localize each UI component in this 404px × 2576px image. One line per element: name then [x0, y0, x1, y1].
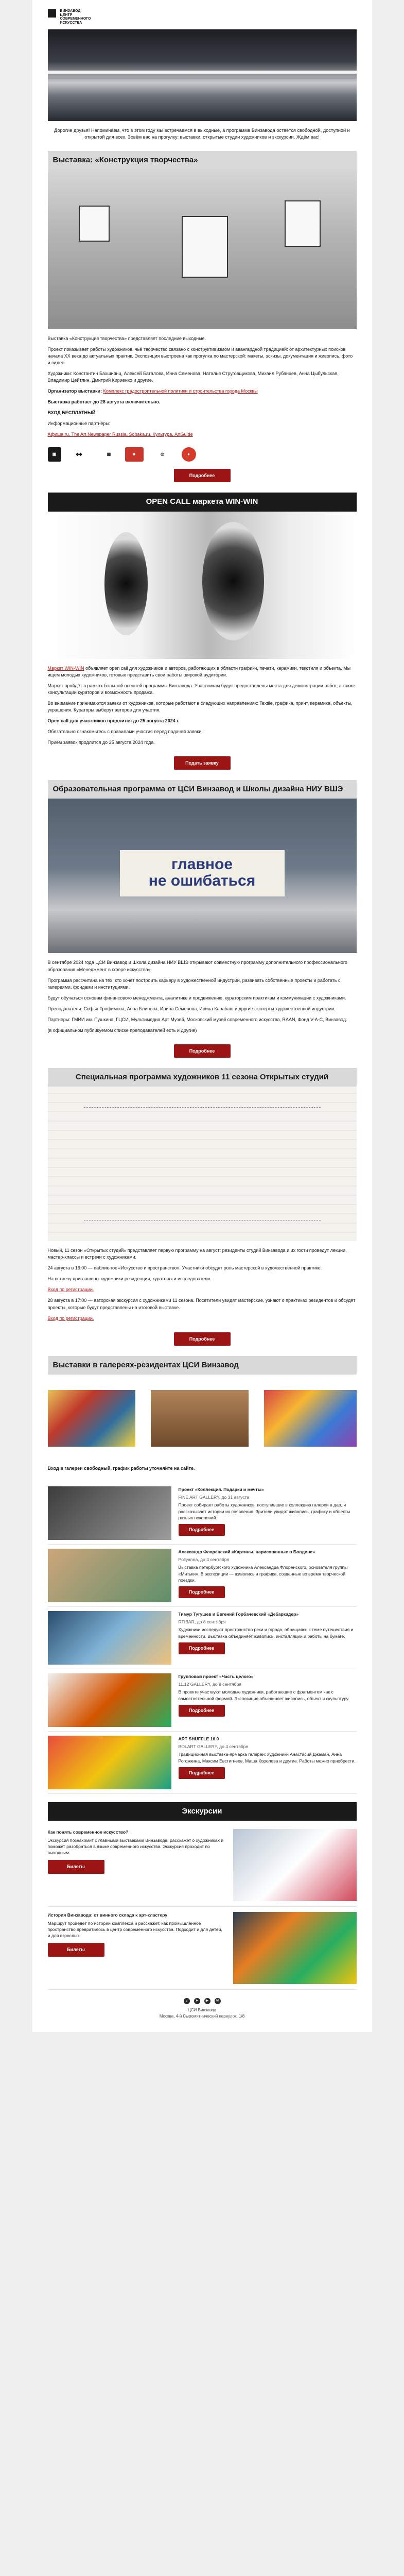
item-meta: RTIBAR, до 8 сентября [178, 1619, 226, 1625]
gallery-more-button[interactable]: Подробнее [179, 1705, 225, 1717]
sponsor-logo-icon: ◎ [161, 451, 164, 456]
intro-text: Дорогие друзья! Напоминаем, что в этом году мы встречаемся в выходные, а программа Винзавода остаётся свободной, доступной и открытой для всех. Зовём вас на прогулку: выставки, открытые студии художников и экскурсии. Ждём вас! [54, 127, 350, 140]
org-line [48, 388, 357, 395]
list-item [48, 1482, 357, 1545]
sponsor-logos [32, 445, 372, 466]
footer [32, 1990, 372, 2032]
item-meta: FINE ART GALLERY, до 31 августа [178, 1495, 250, 1500]
list-item [48, 1669, 357, 1732]
text: Будут обучаться основам финансового менеджмента, аналитике и продвижению, кураторским практикам и коммуникации с художниками. [47, 995, 346, 1001]
footer-address: Москва, 4-й Сыромятнический переулок, 1/8 [159, 2014, 245, 2019]
konstrukciya-more-button[interactable]: Подробнее [174, 469, 231, 482]
tour-list [32, 1821, 372, 1990]
text: Программа рассчитана на тех, кто хочет построить карьеру в художественной индустрии, развивать собственные проекты и работать с галереями, фондами и институциями. [47, 977, 341, 990]
item-title: Проект «Коллекция. Подарки и мечты» [178, 1487, 264, 1493]
edu-photo [48, 799, 357, 953]
item-title: Групповой проект «Часть целого» [178, 1674, 254, 1680]
artwork-shape [202, 522, 264, 640]
register-link[interactable]: Вход по регистрации. [47, 1287, 94, 1293]
tour-title: История Винзавода: от винного склада к арт-кластеру [47, 1912, 168, 1918]
tour-tickets-button[interactable]: Билеты [48, 1860, 104, 1874]
email-container [32, 0, 372, 2032]
register-link[interactable]: Вход по регистрации. [47, 1315, 94, 1321]
gallery-thumb [48, 1736, 171, 1789]
sponsor-logo-icon: ● [182, 447, 196, 462]
footer-name: ЦСИ Винзавод [187, 2008, 217, 2013]
partners-label: Информационные партнёры: [47, 421, 111, 427]
konstrukciya-photo [48, 170, 357, 329]
artwork-frame [182, 216, 228, 278]
list-item [48, 1907, 357, 1990]
artwork-frame [285, 200, 321, 247]
youtube-icon[interactable]: ▶ [204, 1998, 210, 2004]
gallery-thumb [48, 1549, 171, 1602]
sponsor-logo-icon: ▣ [48, 447, 61, 462]
section-title-edu: Образовательная программа от ЦСИ Винзавод и Школы дизайна НИУ ВШЭ [48, 780, 357, 799]
winwin-link[interactable]: Маркет WIN-WIN [47, 665, 84, 671]
artwork-frame [79, 206, 110, 242]
gallery-photo [264, 1390, 357, 1447]
edu-more-button[interactable]: Подробнее [174, 1044, 231, 1058]
gallery-more-button[interactable]: Подробнее [179, 1586, 225, 1598]
text [48, 665, 357, 679]
header [32, 0, 372, 29]
section-title-open-studios: Специальная программа художников 11 сезона Открытых студий [48, 1068, 357, 1087]
item-meta: BOLART GALLERY, до 4 сентября [178, 1744, 249, 1750]
winwin-photo [48, 512, 357, 659]
item-text: Художники исследуют пространство реки и города, обращаясь к теме путешествия и временности. Выставка объединяет живопись, инсталляции и работы на бумаге. [178, 1627, 354, 1639]
list-item [48, 1824, 357, 1907]
galleries-collage [48, 1375, 357, 1459]
open-studios-body [32, 1241, 372, 1329]
tour-text: Экскурсия познакомит с главными выставками Винзавода, расскажет о художниках и поможет разобраться в языке современного искусства. Экскурсия проходит по выходным. [47, 1837, 224, 1855]
item-text: Выставка петербургского художника Александра Флоренского, основателя группы «Митьки». В экспозиции — живопись и графика, созданные во время творческой поездки. [178, 1565, 348, 1583]
konstrukciya-body [32, 329, 372, 446]
text: Преподаватели: Софья Трофимова, Анна Блинова, Ирина Семенова, Ирина Карабаш и другие эксперты художественной индустрии. [47, 1006, 336, 1011]
text: Open call для участников продлится до 25 августа 2024 г. [47, 718, 180, 723]
gallery-thumb [48, 1486, 171, 1540]
list-item [48, 1732, 357, 1794]
item-title: Александр Флоренский «Картины, нарисованные в Болдине» [178, 1549, 315, 1555]
text: В сентябре 2024 года ЦСИ Винзавод и Школа дизайна НИУ ВШЭ открывают совместную программу дополнительного профессионального образования «Менеджмент в сфере искусства». [47, 960, 347, 972]
winwin-body [32, 659, 372, 753]
hero-photo [48, 29, 357, 121]
gallery-more-button[interactable]: Подробнее [179, 1642, 225, 1654]
mail-icon[interactable]: ✉ [215, 1998, 221, 2004]
sponsor-logo-icon: ▦ [107, 451, 111, 456]
free-entry: ВХОД БЕСПЛАТНЫЙ [47, 410, 96, 416]
telegram-icon[interactable]: ➤ [194, 1998, 200, 2004]
item-meta: Pollyanna, до 4 сентября [178, 1557, 230, 1563]
banner-text: главное не ошибаться [120, 850, 285, 896]
open-studios-more-button[interactable]: Подробнее [174, 1332, 231, 1346]
item-text: В проекте участвуют молодые художники, работающие с фрагментом как с самостоятельной формой. Экспозиция объединяет живопись, объект и скульптуру. [178, 1689, 349, 1701]
list-item [48, 1607, 357, 1669]
text: Приём заявок продлится до 25 августа 2024 года. [47, 740, 155, 745]
item-title: Тимур Тугушев и Евгений Горбачевский «Дебаркадер» [178, 1612, 299, 1617]
section-title-winwin: OPEN CALL маркета WIN-WIN [48, 493, 357, 511]
item-text: Проект собирает работы художников, поступившие в коллекцию галереи в дар, и рассказывает истории их появления. Зрители увидят живопись, графику и объекты разных поколений. [178, 1502, 350, 1520]
text: 24 августа в 16:00 — паблик-ток «Искусство и пространство». Участники обсудят роль мастерской в художественной практике. [47, 1265, 322, 1271]
logo-text: ВИНЗАВОД ЦЕНТР СОВРЕМЕННОГО ИСКУССТВА [60, 9, 91, 25]
tour-tickets-button[interactable]: Билеты [48, 1943, 104, 1957]
vk-icon[interactable]: v [184, 1998, 190, 2004]
text: объявляет open call для художников и авторов, работающих в области графики, печати, керамики, текстиля и объекта. Мы ищем молодых художников, готовых представить свои работы широкой аудитории. [47, 665, 351, 677]
text: Маркет пройдёт в рамках большой осенней программы Винзавода. Участникам будут предоставлены места для демонстрации работ, а также консультации кураторов и возможность продажи. [47, 683, 356, 695]
gallery-photo [48, 1390, 135, 1447]
winwin-apply-button[interactable]: Подать заявку [174, 756, 231, 770]
gallery-thumb [48, 1673, 171, 1727]
text: Художники: Константин Бахшиянц, Алексей Баталова, Инна Семенова, Наталья Струговщикова, Михаил Рубанцев, Анна Цыбульская, Владимир Цейтлин, Дмитрий Кириенко и другие. [47, 370, 339, 383]
tour-text: Маршрут проведёт по истории комплекса и расскажет, как промышленное пространство превратилось в центр современного искусства. Подходит и для детей, и для взрослых. [47, 1920, 222, 1938]
galleries-note-block [32, 1459, 372, 1479]
item-text: Традиционная выставка-ярмарка галереи: художники Анастасия Джаман, Анна Рогожкина, Максим Евстигнеев, Маша Королева и другие. Работы можно приобрести. [178, 1752, 356, 1764]
org-link[interactable]: Комплекс градостроительной политики и строительства города Москвы [103, 388, 258, 394]
section-title-tours: Экскурсии [48, 1802, 357, 1821]
partners-links[interactable]: Афиша.ru, The Art Newspaper Russia, Sobaka.ru, Культура, ArtGuide [47, 432, 193, 437]
list-item [48, 1545, 357, 1607]
artwork-shape [104, 532, 148, 635]
winzavod-logo-icon[interactable] [48, 9, 56, 18]
text: (в официальном публикуемом списке преподавателей есть и другие) [47, 1027, 197, 1033]
text: Проект показывает работы художников, чьё творчество связано с конструктивизмом и авангардной традицией: от архитектурных поисков начала XX века до актуальных практик. Экспозиция выстроена как прогулка по мастерской: макеты, эскизы, документация и живопись, фото и видео. [47, 346, 353, 365]
text: Обязательно ознакомьтесь с правилами участия перед подачей заявки. [47, 728, 203, 734]
text: Во внимание принимаются заявки от художников, которые работают в следующих направлениях: Textile, графика, принт, керамика, объекты, украшения. Кураторы выберут авторов для участия. [47, 700, 353, 713]
gallery-thumb [48, 1611, 171, 1665]
text: Новый, 11 сезон «Открытых студий» представляет первую программу на август: резиденты студий Винзавода и их гости проведут лекции, мастер-классы и встречи с художниками. [47, 1248, 347, 1260]
sponsor-logo-icon: ◆◆ [76, 451, 82, 456]
tour-photo [233, 1829, 357, 1901]
section-title-konstrukciya: Выставка: «Конструкция творчества» [48, 151, 357, 170]
section-title-galleries: Выставки в галереях-резидентах ЦСИ Винзавод [48, 1356, 357, 1375]
dates: Выставка работает до 28 августа включительно. [47, 399, 161, 405]
social-icons [48, 1998, 357, 2004]
item-title: ART SHUFFLE 16.0 [178, 1736, 219, 1742]
gallery-more-button[interactable]: Подробнее [179, 1524, 225, 1536]
galleries-note: Вход в галереи свободный, график работы уточняйте на сайте. [47, 1466, 195, 1471]
gallery-list [32, 1479, 372, 1794]
sponsor-logo-icon: ■ [125, 447, 144, 462]
text: 28 августа в 17:00 — авторская экскурсия с художниками 11 сезона. Посетители увидят мастерские, узнают о практиках резидентов и обсудят проекты, которые будут представлены на итоговой выставке. [47, 1298, 356, 1310]
tour-title: Как понять современное искусство? [47, 1829, 129, 1835]
text: На встречу приглашены художники резиденции, кураторы и исследователи. [47, 1276, 212, 1282]
text: Партнеры: ГМИИ им. Пушкина, ГЦСИ, Мультимедиа Арт Музей, Московский музей современного искусства, RAAN, Фонд V-A-C, Винзавод. [47, 1016, 347, 1022]
gallery-photo [151, 1390, 249, 1447]
open-studios-photo [48, 1087, 357, 1241]
item-meta: 11.12 GALLERY, до 8 сентября [178, 1682, 241, 1687]
org-label: Организатор выставки: [47, 388, 102, 394]
edu-body [32, 953, 372, 1041]
gallery-more-button[interactable]: Подробнее [179, 1767, 225, 1779]
handwriting-artwork [84, 1107, 321, 1221]
text: Выставка «Конструкция творчества» представляет последние выходные. [47, 335, 206, 341]
tour-photo [233, 1912, 357, 1984]
